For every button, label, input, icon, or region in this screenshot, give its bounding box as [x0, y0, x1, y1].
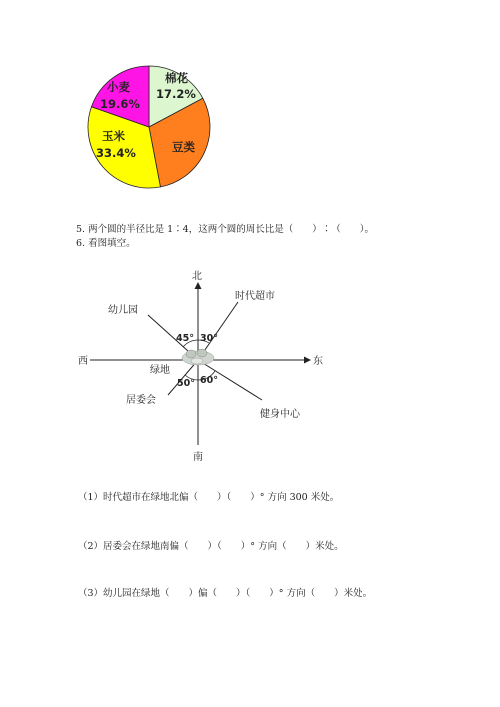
pie-label-corn-name: 玉米 [102, 129, 125, 143]
label-south: 南 [193, 452, 203, 463]
question-6: 6. 看图填空。 [76, 238, 136, 249]
pie-label-cotton-value: 17.2% [156, 87, 196, 101]
question-6-2: （2）居委会在绿地南偏（ ）（ ）° 方向（ ）米处。 [78, 541, 344, 552]
question-5: 5. 两个圆的半径比是 1∶4，这两个圆的周长比是（ ）∶（ ）。 [76, 224, 374, 235]
label-committee: 居委会 [126, 395, 156, 406]
question-6-1: （1）时代超市在绿地北偏（ ）（ ）° 方向 300 米处。 [78, 492, 340, 503]
angle-sw: 50° [177, 378, 195, 389]
angle-nw: 45° [176, 333, 194, 344]
label-north: 北 [192, 271, 202, 282]
pie-label-beans-name: 豆类 [172, 140, 195, 154]
pie-label-cotton-name: 棉花 [165, 71, 188, 85]
green-area-icon [182, 349, 214, 365]
label-supermarket: 时代超市 [235, 291, 275, 302]
pie-chart [80, 60, 220, 195]
pie-label-wheat-value: 19.6% [100, 97, 140, 111]
compass-diagram [70, 265, 350, 465]
label-fitness: 健身中心 [260, 409, 300, 420]
pie-label-corn-value: 33.4% [96, 146, 136, 160]
question-6-3: （3）幼儿园在绿地（ ）偏（ ）（ ）° 方向（ ）米处。 [78, 588, 373, 599]
angle-ne: 30° [200, 333, 218, 344]
label-kindergarten: 幼儿园 [108, 305, 138, 316]
angle-se: 60° [200, 375, 218, 386]
pie-label-wheat-name: 小麦 [107, 80, 130, 94]
label-center: 绿地 [150, 365, 170, 376]
label-east: 东 [313, 356, 323, 367]
label-west: 西 [78, 356, 88, 367]
